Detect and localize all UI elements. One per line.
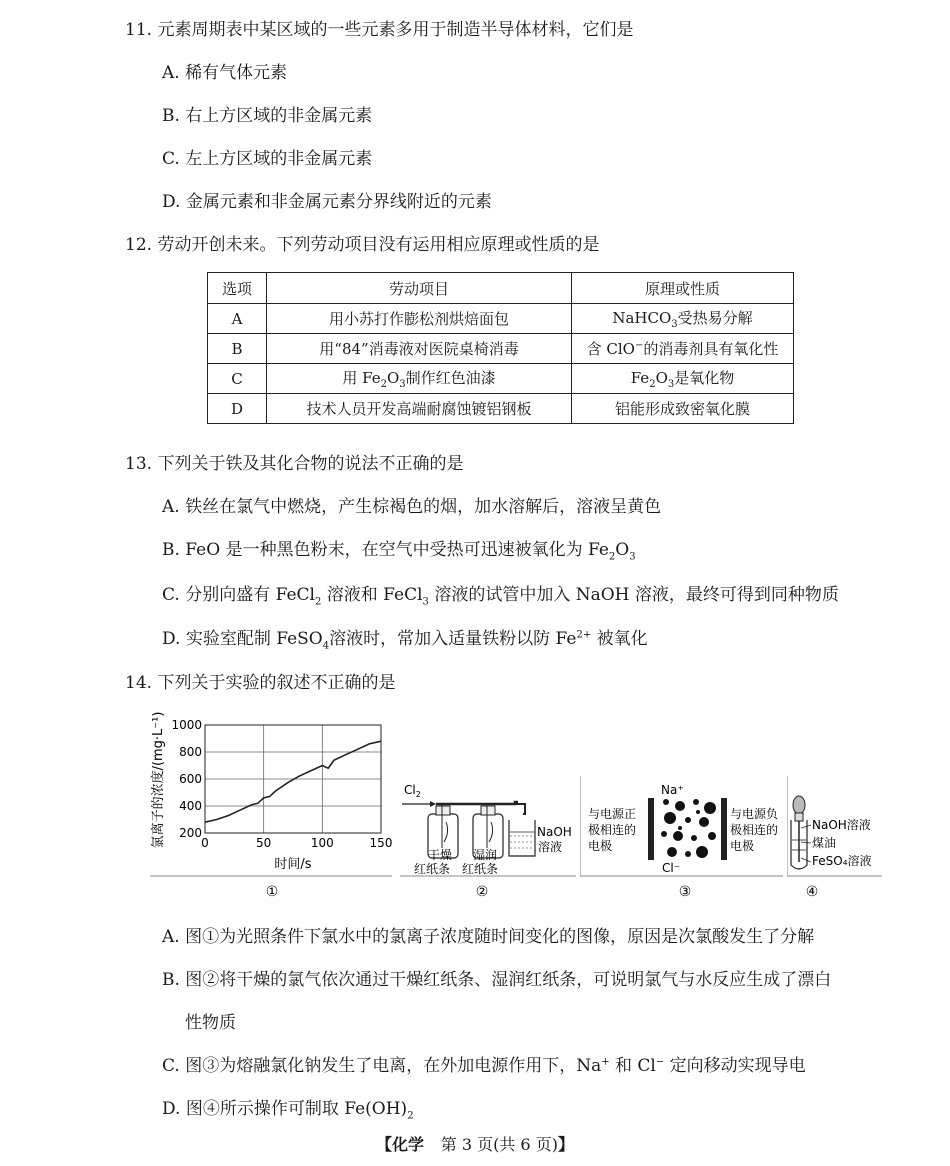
figure-caption: ②: [475, 884, 489, 900]
figure-1: [150, 710, 395, 909]
cl-label: Cl⁻: [662, 861, 681, 875]
cl2-label: $Cl_2$: [404, 783, 421, 799]
naoh-solution-label: NaOH溶液: [812, 818, 871, 832]
ion-particles: [661, 799, 716, 858]
x-tick-label: 150: [369, 836, 393, 850]
q11-option-b: B. 右上方区域的非金属元素: [162, 106, 373, 126]
ion-dot: [696, 846, 708, 858]
ion-dot: [663, 799, 669, 805]
table-cell: A: [208, 304, 267, 334]
figure-caption: ③: [678, 884, 692, 900]
figure-caption: ④: [805, 884, 819, 900]
table-cell: $Fe_2O_3$是氧化物: [572, 364, 794, 394]
q11-option-c: C. 左上方区域的非金属元素: [162, 149, 373, 169]
series-line: [205, 741, 381, 822]
y-tick-label: 400: [179, 799, 202, 813]
y-axis-label: 氯离子的浓度/(mg·L⁻¹): [151, 711, 166, 849]
table-cell: 含 ClO−的消毒剂具有氧化性: [572, 334, 794, 364]
ion-dot: [696, 810, 700, 814]
ion-dot: [678, 826, 682, 830]
table-cell: C: [208, 364, 267, 394]
table-row: [208, 394, 794, 424]
x-tick-label: 100: [310, 836, 334, 850]
q13-option-c: C. 分别向盛有 FeCl$_2$ 溶液和 FeCl$_3$ 溶液的试管中加入 NaOH 溶液，最终可得到同种物质: [162, 585, 839, 608]
table-cell: D: [208, 394, 267, 424]
figure-caption: ①: [265, 884, 279, 900]
q13-option-d: D. 实验室配制 FeSO$_4$溶液时，常加入适量铁粉以防 $Fe^{2+}$ 被氧化: [162, 629, 648, 652]
naoh-label: NaOH: [537, 825, 572, 839]
left-electrode-label-2: 极相连的: [588, 823, 637, 837]
table-cell: 用“84”消毒液对医院桌椅消毒: [267, 334, 572, 364]
q13-option-a: A. 铁丝在氯气中燃烧，产生棕褐色的烟，加水溶解后，溶液呈黄色: [162, 497, 662, 517]
page-footer: 【化学 第 3 页(共 6 页)】: [376, 1135, 574, 1154]
na-label: Na⁺: [661, 783, 684, 797]
x-tick-label: 50: [256, 836, 272, 850]
y-tick-label: 1000: [171, 718, 202, 732]
table-cell: NaHCO$_3$受热易分解: [572, 304, 794, 334]
ion-dot: [685, 851, 691, 857]
q13-stem: 13. 下列关于铁及其化合物的说法不正确的是: [125, 454, 464, 474]
x-tick-label: 0: [201, 836, 209, 850]
ion-dot: [693, 799, 699, 805]
table-row: [208, 364, 794, 394]
table-header: 选项: [208, 273, 267, 304]
ion-dot: [704, 802, 716, 814]
figure-3: [580, 710, 785, 909]
figure-2: [400, 710, 578, 909]
left-electrode: [648, 798, 654, 860]
table-cell: 用 $Fe_2O_3$制作红色油漆: [267, 364, 572, 394]
table-cell: 技术人员开发高端耐腐蚀镀铝钢板: [267, 394, 572, 424]
table-cell: 用小苏打作膨松剂烘焙面包: [267, 304, 572, 334]
ion-dot: [667, 847, 677, 857]
dry-label: 干燥: [428, 848, 453, 862]
electrolysis-diagram: [580, 710, 785, 905]
table-header: 劳动项目: [267, 273, 572, 304]
wet-label: 湿润: [473, 848, 498, 862]
right-electrode-label-2: 极相连的: [730, 823, 779, 837]
table-cell: B: [208, 334, 267, 364]
q11-option-a: A. 稀有气体元素: [162, 63, 288, 83]
q12-table: [207, 272, 794, 424]
ion-dot: [664, 812, 676, 824]
ion-dot: [691, 835, 697, 841]
wet-paper-label: 红纸条: [462, 862, 499, 876]
ion-dot: [661, 831, 667, 837]
q14-option-b: B. 图②将干燥的氯气依次通过干燥红纸条、湿润红纸条，可说明氯气与水反应生成了漂白: [162, 970, 832, 990]
right-electrode: [721, 798, 727, 860]
table-cell: 铝能形成致密氧化膜: [572, 394, 794, 424]
y-tick-label: 600: [179, 772, 202, 786]
y-tick-label: 200: [179, 826, 202, 840]
feso4-solution-label: FeSO₄溶液: [812, 854, 872, 868]
q13-option-b: B. FeO 是一种黑色粉末，在空气中受热可迅速被氧化为 $Fe_2O_3$: [162, 540, 636, 563]
y-tick-label: 800: [179, 745, 202, 759]
ion-dot: [685, 817, 691, 823]
table-row: [208, 334, 794, 364]
dropper-bulb: [793, 796, 805, 814]
q14-option-b-cont: 性物质: [185, 1013, 236, 1033]
chloride-concentration-chart: [150, 710, 395, 905]
q14-option-d: D. 图④所示操作可制取 $Fe(OH)_2$: [162, 1099, 414, 1122]
ion-dot: [673, 831, 683, 841]
left-electrode-label-3: 电极: [588, 839, 613, 853]
dry-paper-label: 红纸条: [414, 862, 451, 876]
q11-stem: 11. 元素周期表中某区域的一些元素多用于制造半导体材料，它们是: [125, 20, 634, 40]
q11-option-d: D. 金属元素和非金属元素分界线附近的元素: [162, 192, 492, 212]
ion-dot: [675, 801, 685, 811]
q14-option-c: C. 图③为熔融氯化钠发生了电离，在外加电源作用下，Na+ 和 Cl− 定向移动实现导电: [162, 1056, 806, 1076]
left-electrode-label-1: 与电源正: [588, 807, 637, 821]
beaker: [509, 820, 535, 856]
ion-dot: [708, 832, 716, 840]
test-tube-diagram: [787, 710, 887, 905]
ion-dot: [699, 817, 709, 827]
q12-stem: 12. 劳动开创未来。下列劳动项目没有运用相应原理或性质的是: [125, 235, 600, 255]
table-row: [208, 304, 794, 334]
x-axis-label: 时间/s: [274, 857, 312, 872]
apparatus-diagram: [400, 710, 578, 905]
table-header: 原理或性质: [572, 273, 794, 304]
kerosene-label: 煤油: [812, 836, 837, 850]
right-electrode-label-3: 电极: [730, 839, 755, 853]
solution-label: 溶液: [538, 840, 563, 854]
q14-option-a: A. 图①为光照条件下氯水中的氯离子浓度随时间变化的图像，原因是次氯酸发生了分解: [162, 927, 815, 947]
figure-4: [787, 710, 887, 909]
q14-stem: 14. 下列关于实验的叙述不正确的是: [125, 673, 396, 693]
right-electrode-label-1: 与电源负: [730, 807, 779, 821]
